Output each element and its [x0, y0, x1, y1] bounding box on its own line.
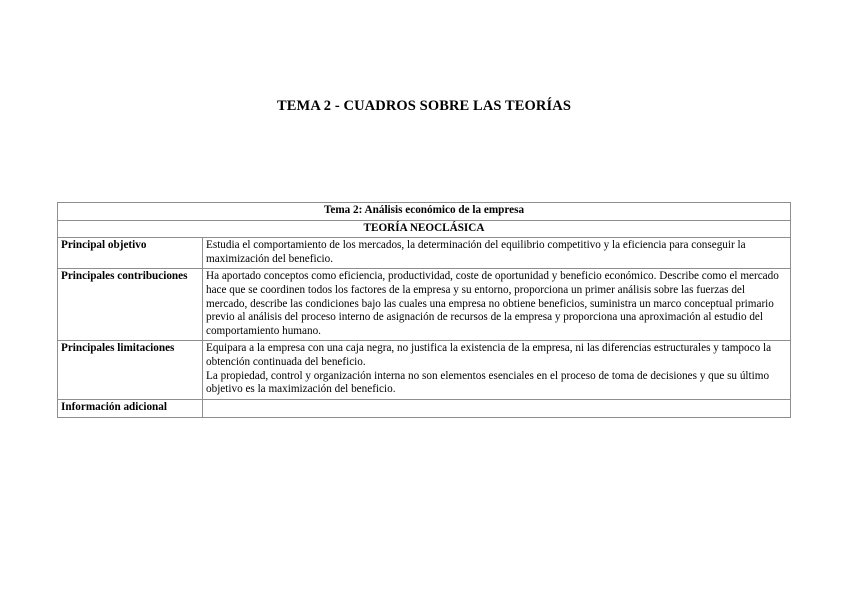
table-row: [58, 269, 791, 341]
table-row: [58, 341, 791, 399]
table-row: [58, 238, 791, 269]
row-value-informacion-adicional: [203, 399, 791, 417]
row-value-principales-contribuciones: Ha aportado conceptos como eficiencia, productividad, coste de oportunidad y beneficio económico. Describe como el mercado hace que se coordinen todos los factores de la empresa y su entorno, proporciona un primer análisis sobre las fuerzas del mercado, describe las condiciones bajo las cuales una empresa no obtiene beneficios, suministra un marco conceptual primario previo al análisis del proceso interno de asignación de recursos de la empresa y proporciona una aproximación al estudio del comportamiento humano.: [203, 269, 791, 341]
table-heading-row: [58, 203, 791, 221]
row-label-informacion-adicional: Información adicional: [58, 399, 203, 417]
row-label-principales-contribuciones: Principales contribuciones: [58, 269, 203, 341]
table-subheading: TEORÍA NEOCLÁSICA: [58, 220, 791, 238]
table-row: [58, 399, 791, 417]
row-label-principal-objetivo: Principal objetivo: [58, 238, 203, 269]
row-value-principales-limitaciones: [203, 341, 791, 399]
limitaciones-paragraph: La propiedad, control y organización interna no son elementos esenciales en el proceso de toma de decisiones y que su último objetivo es la maximización del beneficio.: [206, 369, 770, 396]
row-value-principal-objetivo: Estudia el comportamiento de los mercados, la determinación del equilibrio competitivo y la eficiencia para conseguir la maximización del beneficio.: [203, 238, 791, 269]
table-subheading-row: [58, 220, 791, 238]
limitaciones-paragraph: Equipara a la empresa con una caja negra, no justifica la existencia de la empresa, ni las diferencias estructurales y tampoco la obtención continuada del beneficio.: [206, 342, 772, 368]
theory-table: [57, 202, 791, 418]
table-heading: Tema 2: Análisis económico de la empresa: [58, 203, 791, 221]
row-label-principales-limitaciones: Principales limitaciones: [58, 341, 203, 399]
page-title: TEMA 2 - CUADROS SOBRE LAS TEORÍAS: [276, 98, 571, 114]
